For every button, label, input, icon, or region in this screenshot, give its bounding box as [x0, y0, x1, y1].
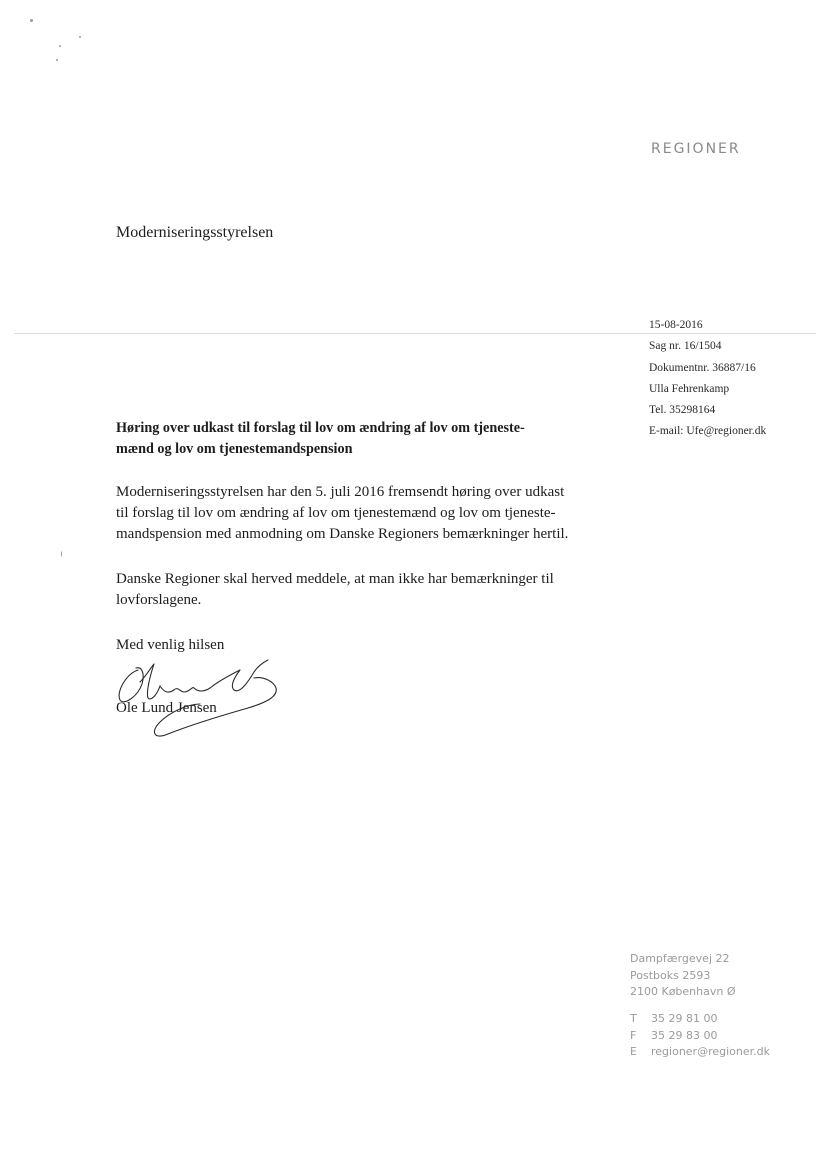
contact-key: T	[630, 1012, 637, 1025]
contact-phone: Tel. 35298164	[649, 404, 716, 417]
paragraph-line: mandspension med anmodning om Danske Regioners bemærkninger hertil.	[116, 526, 569, 542]
scan-speck	[56, 59, 58, 61]
address-line: Dampfærgevej 22	[630, 952, 730, 965]
document-metadata	[649, 315, 766, 443]
contact-value: 35 29 83 00	[651, 1028, 718, 1042]
scan-speck	[30, 19, 33, 22]
paragraph-line: lovforslagene.	[116, 592, 202, 608]
scan-speck	[79, 36, 81, 38]
scan-speck	[59, 45, 61, 47]
contact-key: E	[630, 1045, 637, 1058]
signer-name: Ole Lund Jensen	[116, 700, 217, 716]
handwritten-signature	[108, 652, 283, 744]
paragraph-line: Danske Regioner skal herved meddele, at man ikke har bemærkninger til	[116, 571, 554, 587]
recipient-name: Moderniseringsstyrelsen	[116, 224, 274, 241]
footer-contact	[630, 1011, 770, 1061]
contact-value: 35 29 81 00	[651, 1012, 718, 1025]
letter-subject	[116, 418, 586, 460]
body-paragraph-2	[116, 569, 606, 611]
subject-line: mænd og lov om tjenestemandspension	[116, 441, 353, 457]
case-number: Sag nr. 16/1504	[649, 340, 722, 353]
document-date: 15-08-2016	[649, 319, 703, 331]
address-line: Postboks 2593	[630, 968, 711, 982]
scan-speck	[61, 551, 62, 557]
footer-address	[630, 951, 736, 1001]
contact-email: E-mail: Ufe@regioner.dk	[649, 425, 767, 438]
closing-phrase: Med venlig hilsen	[116, 637, 225, 653]
contact-person: Ulla Fehrenkamp	[649, 382, 730, 395]
contact-row-fax	[630, 1028, 770, 1045]
contact-key: F	[630, 1028, 637, 1042]
contact-row-email	[630, 1044, 770, 1061]
address-line: 2100 København Ø	[630, 985, 736, 998]
contact-value: regioner@regioner.dk	[651, 1045, 770, 1058]
paragraph-line: til forslag til lov om ændring af lov om tjenestemænd og lov om tjeneste-	[116, 505, 556, 521]
contact-row-phone	[630, 1011, 770, 1028]
paragraph-line: Moderniseringsstyrelsen har den 5. juli 2016 fremsendt høring over udkast	[116, 484, 565, 500]
subject-line: Høring over udkast til forslag til lov om ændring af lov om tjeneste-	[116, 420, 525, 436]
organization-logo: REGIONER	[651, 141, 741, 157]
body-paragraph-1	[116, 482, 606, 545]
document-number: Dokumentnr. 36887/16	[649, 361, 756, 374]
